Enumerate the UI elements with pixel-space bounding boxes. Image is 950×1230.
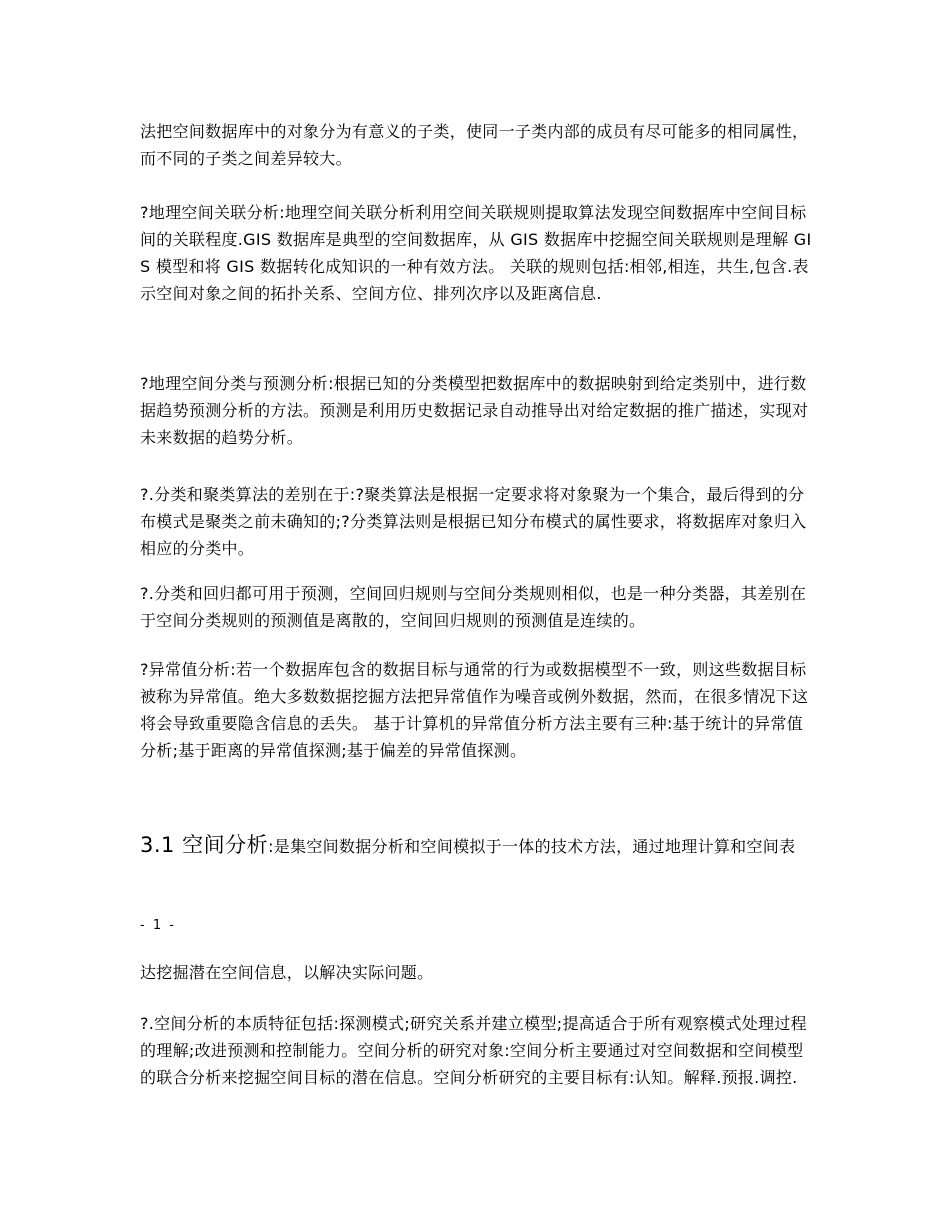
paragraph-clustering-intro: 法把空间数据库中的对象分为有意义的子类，使同一子类内部的成员有尽可能多的相同属性，而不同的子类之间差异较大。	[140, 122, 809, 168]
section-heading-text: :是集空间数据分析和空间模拟于一体的技术方法，通过地理计算和空间表	[268, 837, 796, 856]
paragraph-association-analysis: ?地理空间关联分析:地理空间关联分析利用空间关联规则提取算法发现空间数据库中空间目标间的关联程度.GIS 数据库是典型的空间数据库，从 GIS 数据库中挖掘空间关联规则是理解 GIS 模型和将 GIS 数据转化成知识的一种有效方法。 关联的规则包括:相邻,相连，共生,包含.表示空间对象之间的拓扑关系、空间方位、排列次序以及距离信息.	[140, 203, 812, 303]
paragraph-classification-vs-regression: ?.分类和回归都可用于预测，空间回归规则与空间分类规则相似，也是一种分类器，其差别在于空间分类规则的预测值是离散的，空间回归规则的预测值是连续的。	[140, 584, 807, 630]
section-heading-title: 3.1 空间分析	[140, 833, 269, 857]
page-number: - 1 -	[140, 918, 176, 933]
paragraph-spatial-analysis-features: ?.空间分析的本质特征包括:探测模式;研究关系并建立模型;提高适合于所有观察模式处理过程的理解;改进预测和控制能力。空间分析的研究对象:空间分析主要通过对空间数据和空间模型的联合分析来挖掘空间目标的潜在信息。空间分析研究的主要目标有:认知。解释.预报.调控.	[140, 1014, 807, 1087]
paragraph-classification-vs-clustering: ?.分类和聚类算法的差别在于:?聚类算法是根据一定要求将对象聚为一个集合，最后得到的分布模式是聚类之前未确知的;?分类算法则是根据已知分布模式的属性要求，将数据库对象归入相应的分类中。	[140, 485, 807, 558]
paragraph-classification-prediction: ?地理空间分类与预测分析:根据已知的分类模型把数据库中的数据映射到给定类别中，进行数据趋势预测分析的方法。预测是利用历史数据记录自动推导出对给定数据的推广描述，实现对未来数据的趋势分析。	[140, 374, 809, 447]
section-heading-spatial-analysis	[140, 832, 812, 860]
paragraph-outlier-analysis: ?异常值分析:若一个数据库包含的数据目标与通常的行为或数据模型不一致，则这些数据目标被称为异常值。绝大多数数据挖掘方法把异常值作为噪音或例外数据，然而，在很多情况下这将会导致重要隐含信息的丢失。 基于计算机的异常值分析方法主要有三种:基于统计的异常值分析;基于距离的异常值探测;基于偏差的异常值探测。	[140, 660, 809, 760]
paragraph-continuation: 达挖掘潜在空间信息，以解决实际问题。	[140, 963, 434, 982]
